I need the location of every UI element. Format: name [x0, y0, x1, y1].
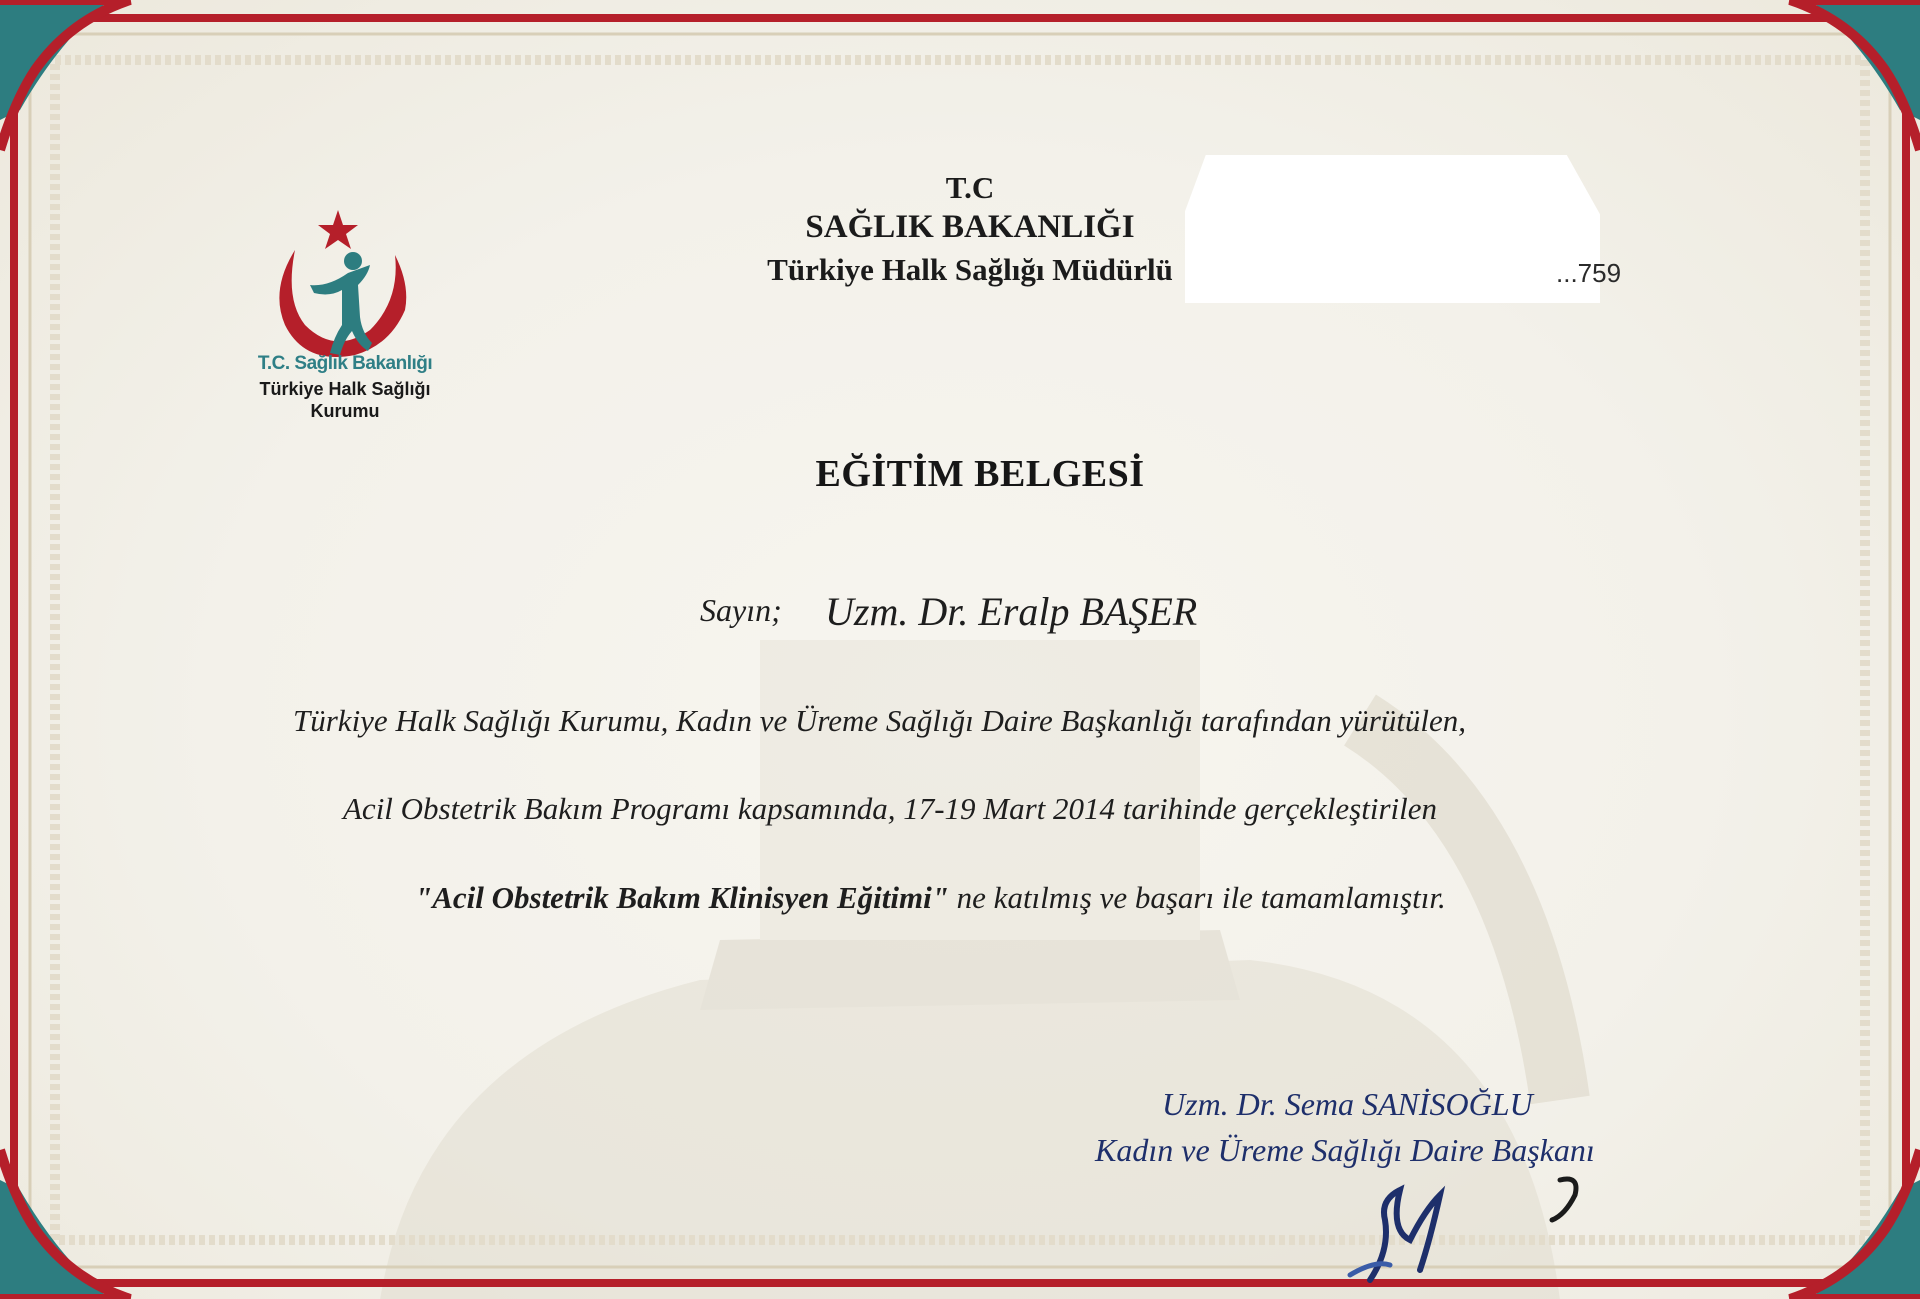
body-line-1: Türkiye Halk Sağlığı Kurumu, Kadın ve Üreme Sağlığı Daire Başkanlığı tarafından yürütülen, [293, 703, 1467, 738]
logo-caption-kurumu: Kurumu [310, 401, 380, 421]
training-name: "Acil Obstetrik Bakım Klinisyen Eğitimi" [415, 880, 949, 915]
logo-caption-institution: Türkiye Halk Sağlığı [259, 379, 431, 399]
corner-ornament-top-right [1790, 0, 1920, 150]
corner-ornament-top-left [0, 0, 130, 150]
header-ministry: SAĞLIK BAKANLIĞI [805, 209, 1135, 245]
redaction-patch [1185, 155, 1600, 303]
body-line-3 [415, 880, 1446, 916]
handwritten-signature [1330, 1150, 1610, 1290]
document-number: ...759 [1556, 258, 1622, 288]
salutation: Sayın; [700, 592, 782, 628]
logo-caption-ministry: T.C. Sağlık Bakanlığı [257, 353, 433, 374]
body-line-2: Acil Obstetrik Bakım Programı kapsamında, 17-19 Mart 2014 tarihinde gerçekleştirilen [343, 791, 1438, 826]
recipient-name: Uzm. Dr. Eralp BAŞER [825, 589, 1198, 634]
signatory-title: Kadın ve Üreme Sağlığı Daire Başkanı [1095, 1132, 1595, 1168]
completion-text: ne katılmış ve başarı ile tamamlamıştır. [948, 880, 1446, 915]
signatory-name: Uzm. Dr. Sema SANİSOĞLU [1162, 1086, 1533, 1122]
corner-ornament-bottom-right [1790, 1150, 1920, 1299]
certificate-title: EĞİTİM BELGESİ [815, 453, 1145, 495]
header-tc: T.C [945, 170, 995, 205]
header-directorate: Türkiye Halk Sağlığı Müdürlü [767, 252, 1173, 287]
corner-ornament-bottom-left [0, 1150, 130, 1299]
